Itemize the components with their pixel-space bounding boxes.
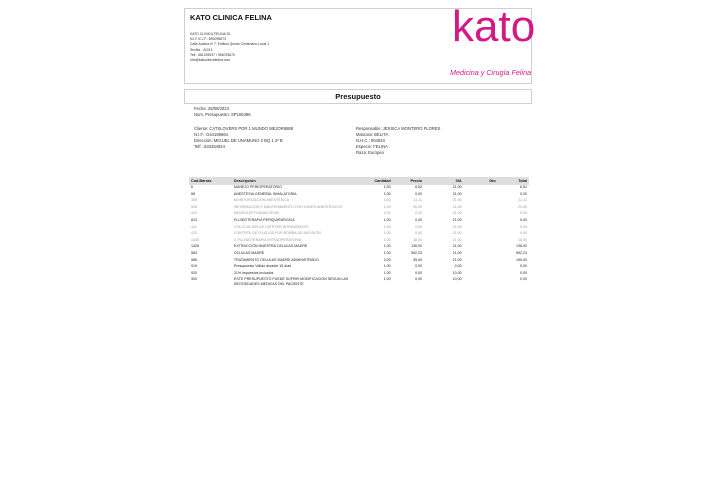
cell-iva: 21,00	[452, 237, 462, 242]
cell-iva: 0,00	[454, 264, 462, 269]
table-row	[189, 185, 529, 192]
cell-price: 136,92	[411, 244, 423, 249]
cell-description: COLOCACIÓN DE CATÉTER INTRAVENOSO	[233, 224, 309, 229]
cell-quantity: 1,00	[383, 250, 391, 255]
pet-nhc: N.H.C.: 004824	[356, 138, 385, 143]
cell-price: 0,00	[415, 191, 423, 196]
logo-word: kato	[452, 2, 536, 51]
cell-price: 6,52	[415, 185, 423, 189]
cell-code: 300	[191, 277, 197, 282]
client-nif: N.I.F.: G44159664	[194, 132, 228, 137]
cell-quantity: 1,00	[383, 231, 391, 236]
cell-code: 586	[191, 257, 197, 262]
cell-iva: 21,00	[452, 204, 462, 209]
col-header-price: Precio	[393, 177, 424, 185]
cell-description: CONTROL DE FLUIDOS POR BOMBA DE INFUSIÓN	[233, 231, 321, 236]
budget-date: Fecha: 29/08/2023	[194, 106, 229, 111]
cell-description: NEUROLEPTOANALGESIA	[233, 211, 279, 216]
cell-description: INFORMACIÓN Y MANTENIMIENTO CON GASES ANESTÉSICOS	[233, 204, 343, 209]
col-header-description: Descripción	[232, 177, 359, 185]
cell-description: 3. FLUIDOTERAPIA INTRAOPERATORIA	[233, 237, 302, 242]
table-row	[189, 258, 529, 265]
cell-price: 20,00	[413, 204, 423, 209]
table-row	[189, 251, 529, 258]
cell-code: 905	[191, 204, 197, 209]
cell-iva: 10,00	[452, 277, 462, 282]
cell-total: 136,92	[516, 244, 527, 249]
clinic-info-line: N.I.F./C.I.F.: B90095673	[190, 37, 226, 42]
cell-total: 592,23	[516, 250, 527, 255]
cell-discount	[464, 271, 498, 278]
col-header-discount: Dto	[464, 177, 498, 185]
cell-total: 0,00	[520, 264, 527, 269]
cell-total: 11,11	[518, 198, 527, 203]
clinic-info-line: KATO CLINICA FELINA SL	[190, 32, 231, 36]
cell-iva: 21,00	[452, 185, 462, 189]
cell-total: 0,00	[520, 270, 527, 275]
items-table	[189, 177, 529, 286]
cell-total: 6,52	[520, 185, 527, 189]
cell-code: 412	[191, 231, 197, 236]
cell-description: TRATAMIENTO CELULAS MADRE ADMINISTRADO	[233, 257, 319, 262]
document-title: Presupuesto	[184, 89, 532, 104]
cell-iva: 21,00	[452, 224, 462, 229]
cell-price: 0,00	[415, 217, 423, 222]
cell-iva: 21,00	[452, 250, 462, 255]
col-header-total: Total	[498, 177, 529, 185]
cell-iva: 21,00	[452, 257, 462, 262]
cell-code: 6	[191, 185, 193, 189]
cell-quantity: 1,00	[383, 211, 391, 216]
cell-price: 0,00	[415, 211, 423, 216]
cell-price: 0,00	[415, 264, 423, 269]
cell-discount	[464, 211, 498, 218]
table-row	[189, 198, 529, 205]
cell-code: 58	[191, 191, 195, 196]
clinic-info-line: Sevilla - 41013	[190, 47, 213, 52]
cell-total: 0,00	[520, 231, 527, 236]
clinic-name: KATO CLINICA FELINA	[190, 13, 272, 22]
cell-price: 592,23	[411, 250, 423, 255]
items-table-body	[189, 185, 529, 286]
cell-total: 0,00	[520, 277, 527, 282]
budget-document	[184, 2, 536, 318]
table-row	[189, 244, 529, 251]
client-address: Dirección: MIGUEL DE UNAMUNO 2 BQ 1 2º B	[194, 138, 283, 143]
cell-iva: 21,00	[452, 244, 462, 249]
budget-number: Num. Presupuesto: SP106386	[194, 111, 251, 117]
cell-quantity: 1,00	[383, 185, 391, 189]
cell-code: 1328	[191, 244, 199, 249]
kato-logo	[448, 2, 536, 82]
responsible: Responsable: JESSICA MONTERO FLORES	[356, 126, 441, 131]
cell-price: 95,00	[413, 257, 423, 262]
client-details	[194, 126, 293, 150]
cell-total: 0,00	[520, 191, 527, 196]
cell-discount	[464, 244, 498, 251]
cell-iva: 21,00	[452, 198, 462, 203]
cell-description: FLUIDOTERAPIA PERIQUIRÚRGICA	[233, 217, 295, 222]
clinic-info-line: Calle Austria nº 7, Edificio Quinto Centenario Local 1	[190, 42, 270, 47]
cell-description: EXTRACCIÓN MUESTRA CELULAS MADRE	[233, 244, 308, 249]
pet-name: Mascota: BELITA	[356, 132, 389, 137]
cell-quantity: 1,00	[383, 237, 391, 242]
pet-species: Especie: FELINA	[356, 144, 388, 149]
cell-discount	[464, 264, 498, 271]
col-header-code: Cod.Barras	[189, 177, 232, 185]
cell-code: 411	[191, 224, 197, 229]
cell-description: ESTE PRESUPUESTO PUEDE SUFRIR MODIFICACION SEGUN LAS NECESIDADES MEDICAS DEL PACIENTE	[233, 277, 349, 286]
cell-description: Presupuesto Válido durante 15 días	[233, 264, 292, 269]
cell-total: 18,00	[518, 237, 527, 242]
cell-discount	[464, 205, 498, 212]
cell-quantity: 1,00	[383, 204, 391, 209]
table-header-row	[189, 177, 529, 185]
clinic-info	[190, 32, 269, 63]
cell-quantity: 1,00	[383, 224, 391, 229]
cell-total: 0,00	[520, 224, 527, 229]
cell-price: 18,00	[413, 237, 423, 242]
cell-discount	[464, 225, 498, 232]
logo-tagline: Medicina y Cirugía Felina	[450, 68, 532, 77]
clinic-info-line: Telf.: 681294937 / 954093670	[190, 52, 235, 57]
cell-iva: 21,00	[452, 231, 462, 236]
cell-code: 813	[191, 217, 197, 222]
col-header-iva: IVA	[424, 177, 464, 185]
cell-discount	[464, 185, 498, 192]
cell-price: 0,00	[415, 270, 423, 275]
cell-discount	[464, 231, 498, 238]
client-phone: Telf.: 633454924	[194, 144, 225, 149]
table-row	[189, 231, 529, 238]
cell-quantity: 1,00	[383, 217, 391, 222]
client-name: Cliente: CATSLOVERS POR 1 MUNDO MEJOR8888	[194, 126, 294, 131]
cell-discount	[464, 277, 498, 285]
cell-price: 0,00	[415, 231, 423, 236]
clinic-info-line: info@katoclinicafelina.com	[190, 58, 231, 63]
items-table-wrapper	[189, 177, 529, 286]
cell-price: 0,00	[415, 277, 423, 282]
cell-discount	[464, 218, 498, 225]
cell-total: 190,00	[516, 257, 527, 262]
cell-discount	[464, 198, 498, 205]
cell-quantity: 1,00	[383, 198, 391, 203]
cell-quantity: 2,00	[383, 257, 391, 262]
cell-price: 0,00	[415, 224, 423, 229]
cell-price: 11,11	[413, 198, 423, 203]
cell-discount	[464, 192, 498, 199]
cell-description: 21% impuestos incluidos	[233, 270, 274, 275]
cell-description: ANESTESIA GENERAL INHALATORIA	[233, 191, 297, 196]
cell-quantity: 1,00	[383, 191, 391, 196]
cell-total: 20,00	[518, 204, 527, 209]
table-row	[189, 277, 529, 285]
cell-quantity: 1,00	[383, 264, 391, 269]
table-row	[189, 264, 529, 271]
table-row	[189, 205, 529, 212]
cell-iva: 21,00	[452, 217, 462, 222]
patient-details	[356, 126, 440, 156]
cell-code: 308	[191, 198, 197, 203]
cell-iva: 21,00	[452, 211, 462, 216]
table-row	[189, 218, 529, 225]
clinic-header	[184, 2, 536, 84]
cell-quantity: 1,00	[383, 270, 391, 275]
cell-code: 410	[191, 211, 197, 216]
cell-code: 919	[191, 264, 197, 269]
cell-description: CELULAS MADRE	[233, 250, 265, 255]
cell-code: 920	[191, 270, 197, 275]
cell-quantity: 1,00	[383, 277, 391, 282]
pet-breed: Raza: Europeo	[356, 150, 384, 155]
cell-quantity: 1,00	[383, 244, 391, 249]
cell-iva: 21,00	[452, 191, 462, 196]
cell-discount	[464, 238, 498, 245]
table-row	[189, 271, 529, 278]
cell-discount	[464, 251, 498, 258]
col-header-quantity: Cantidad	[359, 177, 393, 185]
budget-meta	[194, 106, 251, 117]
cell-total: 0,00	[520, 217, 527, 222]
cell-discount	[464, 258, 498, 265]
cell-code: 584	[191, 250, 197, 255]
cell-code: 1346	[191, 237, 199, 242]
cell-total: 0,00	[520, 211, 527, 216]
cell-iva: 10,00	[452, 270, 462, 275]
cell-description: MANEJO PERIOPERATORIO	[233, 185, 282, 189]
table-row	[189, 211, 529, 218]
cell-description: MONITORIZACIÓN ANESTÉSICA	[233, 198, 289, 203]
